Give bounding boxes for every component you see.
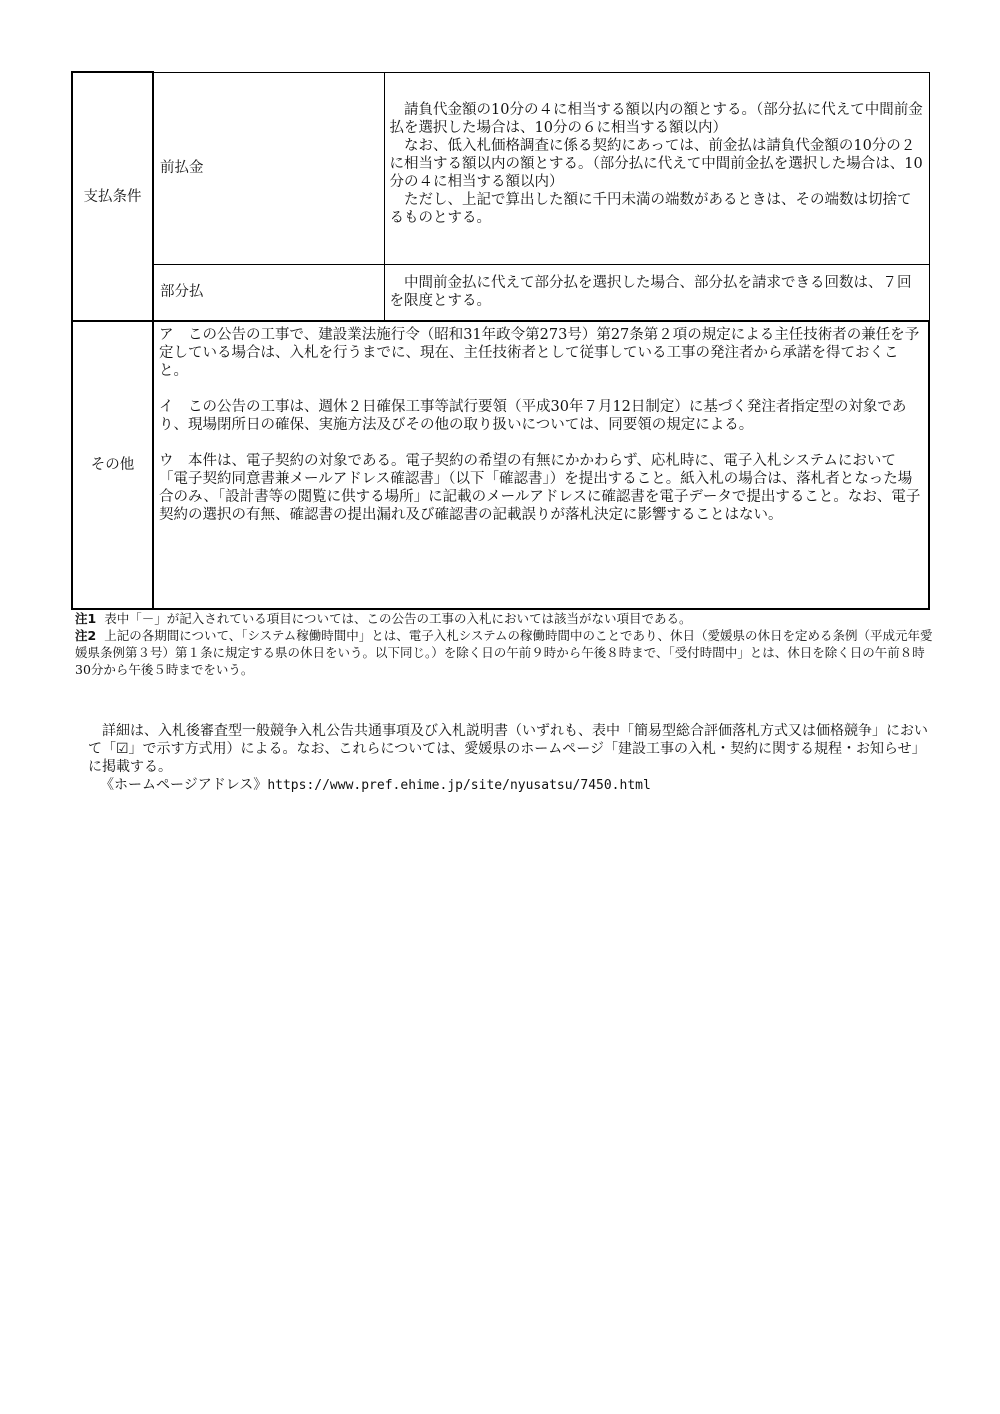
payment-category-label: 支払条件 — [83, 188, 142, 205]
notes — [75, 610, 935, 678]
other-item-u: ウ 本件は、電子契約の対象である。電子契約の希望の有無にかかわらず、応札時に、電子入札システムにおいて「電子契約同意書兼メールアドレス確認書」（以下「確認書」）を提出すること。紙入札の場合は、落札者となった場合のみ、「設計書等の閲覧に供する場所」に記載のメールアドレスに確認書を電子データで提出すること。なお、電子契約の選択の有無、確認書の提出漏れ及び確認書の記載誤りが落札決定に影響することはない。 — [159, 453, 921, 523]
note-2-label: 注2 — [75, 628, 97, 643]
advance-label: 前払金 — [160, 160, 204, 176]
other-category-cell — [72, 321, 153, 609]
homepage-url[interactable]: https://www.pref.ehime.jp/site/nyusatsu/7450.html — [267, 778, 651, 793]
detail-section — [88, 722, 928, 795]
note-1-label: 注1 — [75, 611, 97, 626]
payment-category-cell — [72, 72, 153, 321]
note-2 — [75, 627, 935, 678]
note-1 — [75, 610, 935, 627]
other-item-i: イ この公告の工事は、週休２日確保工事等試行要領（平成30年７月12日制定）に基づく発注者指定型の対象であり、現場閉所日の確保、実施方法及びその他の取り扱いについては、同要領の規定による。 — [159, 399, 907, 433]
homepage-address-label: 《ホームページアドレス》 — [100, 777, 268, 793]
homepage-reference — [88, 776, 928, 795]
note-2-text: 上記の各期間について、「システム稼働時間中」とは、電子入札システムの稼働時間中のことであり、休日（愛媛県の休日を定める条例（平成元年愛媛県条例第３号）第１条に規定する県の休日をいう。以下同じ。）を除く日の午前９時から午後８時まで、「受付時間中」とは、休日を除く日の午前８時30分から午後５時までをいう。 — [75, 628, 933, 677]
note-1-text: 表中「－」が記入されている項目については、この公告の工事の入札においては該当がない項目である。 — [104, 611, 692, 626]
other-item-a: ア この公告の工事で、建設業法施行令（昭和31年政令第273号）第27条第２項の規定による主任技術者の兼任を予定している場合は、入札を行うまでに、現在、主任技術者として従事している工事の発注者から承諾を得ておくこと。 — [159, 327, 920, 379]
detail-text: 詳細は、入札後審査型一般競争入札公告共通事項及び入札説明書（いずれも、表中「簡易型総合評価落札方式又は価格競争」において「☑」で示す方式用）による。なお、これらについては、愛媛県のホームページ「建設工事の入札・契約に関する規程・お知らせ」に掲載する。 — [88, 723, 928, 775]
advance-content-cell — [384, 72, 929, 264]
other-content-cell — [153, 321, 929, 609]
partial-content-cell — [384, 264, 929, 321]
advance-paragraph-3: ただし、上記で算出した額に千円未満の端数があるときは、その端数は切捨てるものとする。 — [389, 191, 912, 226]
conditions-table — [71, 71, 930, 610]
advance-paragraph-2: なお、低入札価格調査に係る契約にあっては、前金払は請負代金額の10分の２に相当する額以内の額とする。（部分払に代えて中間前金払を選択した場合は、10分の４に相当する額以内） — [389, 137, 923, 190]
partial-label: 部分払 — [160, 284, 204, 301]
other-category-label: その他 — [90, 457, 135, 473]
advance-paragraph-1: 請負代金額の10分の４に相当する額以内の額とする。（部分払に代えて中間前金払を選択した場合は、10分の６に相当する額以内） — [389, 101, 923, 136]
advance-label-cell — [153, 72, 384, 264]
partial-text: 中間前金払に代えて部分払を選択した場合、部分払を請求できる回数は、７回を限度とする。 — [389, 275, 912, 310]
partial-label-cell — [153, 264, 384, 321]
